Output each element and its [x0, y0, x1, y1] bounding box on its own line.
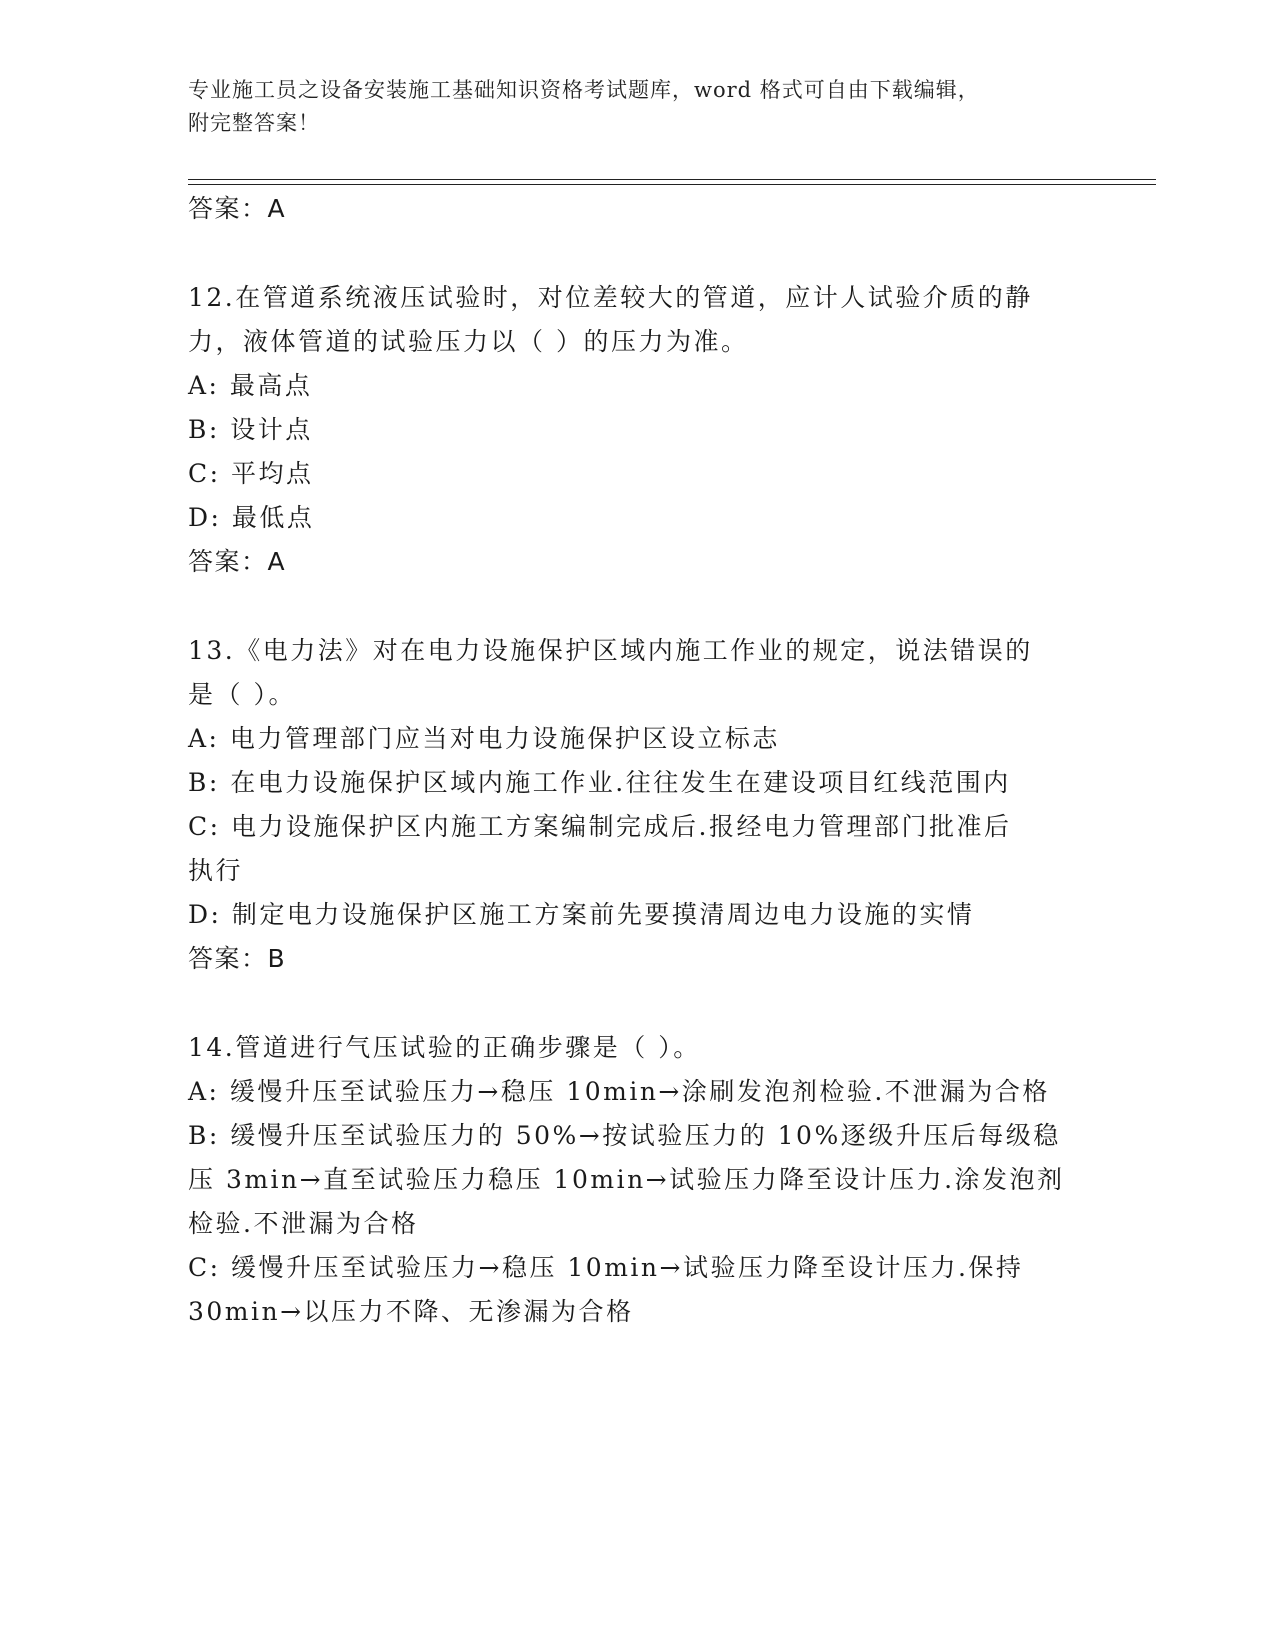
q13-option-c-line-1: C: 电力设施保护区内施工方案编制完成后.报经电力管理部门批准后 [188, 812, 1012, 841]
q13-stem-line-1: 13.《电力法》对在电力设施保护区域内施工作业的规定，说法错误的 [188, 636, 1033, 665]
q13-option-a: A: 电力管理部门应当对电力设施保护区设立标志 [188, 724, 780, 753]
q14-option-b-line-1: B: 缓慢升压至试验压力的 50%→按试验压力的 10%逐级升压后每级稳 [188, 1121, 1061, 1150]
q12-option-d: D: 最低点 [188, 503, 315, 532]
q14-option-a: A: 缓慢升压至试验压力→稳压 10min→涂刷发泡剂检验.不泄漏为合格 [188, 1077, 1050, 1106]
q13-option-b: B: 在电力设施保护区域内施工作业.往往发生在建设项目红线范围内 [188, 768, 1011, 797]
q14-option-c-line-1: C: 缓慢升压至试验压力→稳压 10min→试验压力降至设计压力.保持 [188, 1253, 1024, 1282]
q14-option-b-line-3: 检验.不泄漏为合格 [188, 1209, 419, 1238]
q12-answer: 答案：A [188, 547, 287, 576]
header-divider-top [188, 179, 1156, 180]
q12-option-b: B: 设计点 [188, 415, 313, 444]
header-divider-bottom [188, 184, 1156, 185]
q13-option-c-line-2: 执行 [188, 856, 244, 885]
document-header [188, 74, 1088, 140]
q14-option-c-line-2: 30min→以压力不降、无渗漏为合格 [188, 1297, 634, 1326]
header-line-1: 专业施工员之设备安装施工基础知识资格考试题库，word 格式可自由下载编辑， [188, 78, 980, 102]
q12-stem-line-2: 力，液体管道的试验压力以（ ）的压力为准。 [188, 327, 749, 356]
q13-option-d: D: 制定电力设施保护区施工方案前先要摸清周边电力设施的实情 [188, 900, 975, 929]
q12-option-a: A: 最高点 [188, 371, 313, 400]
q14-option-b-line-2: 压 3min→直至试验压力稳压 10min→试验压力降至设计压力.涂发泡剂 [188, 1165, 1065, 1194]
header-line-2: 附完整答案！ [188, 111, 320, 135]
q12-stem-line-1: 12.在管道系统液压试验时，对位差较大的管道，应计人试验介质的静 [188, 283, 1033, 312]
q13-stem-line-2: 是（ ）。 [188, 680, 296, 709]
q12-option-c: C: 平均点 [188, 459, 314, 488]
previous-answer: 答案：A [188, 194, 287, 223]
q13-answer: 答案：B [188, 944, 287, 973]
q14-stem: 14.管道进行气压试验的正确步骤是（ ）。 [188, 1033, 701, 1062]
